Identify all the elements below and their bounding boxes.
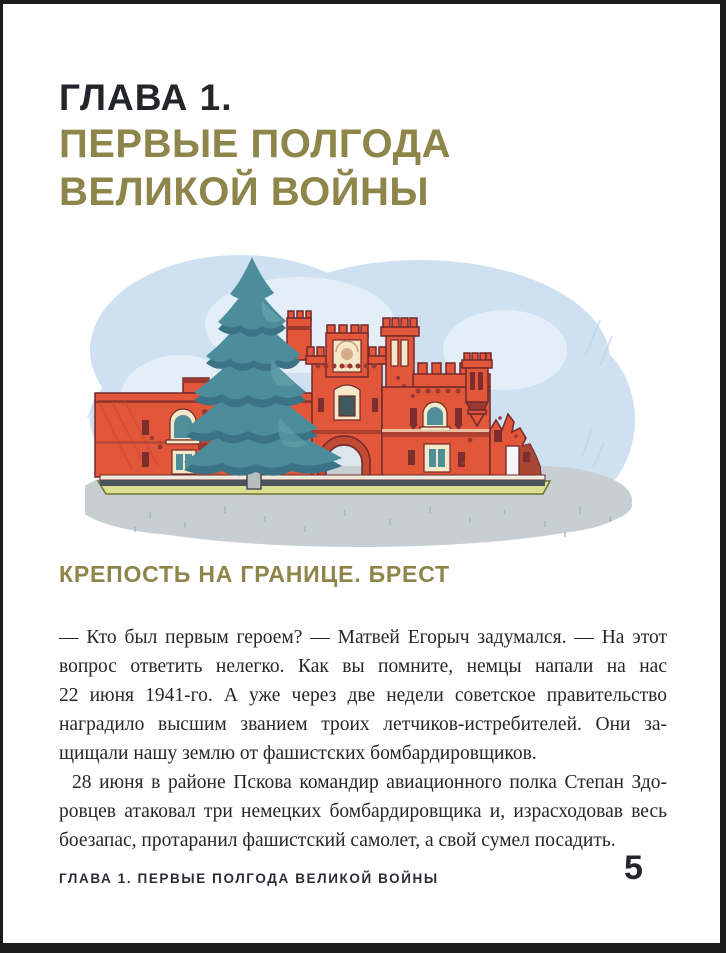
paragraph — [59, 768, 667, 855]
brest-fortress-illustration — [85, 250, 645, 550]
section-heading: КРЕПОСТЬ НА ГРАНИЦЕ. БРЕСТ — [59, 561, 450, 587]
paragraph — [59, 623, 667, 768]
chapter-title-line1: ПЕРВЫЕ ПОЛГОДА — [59, 122, 451, 166]
text-line: 28 июня в районе Пскова командир авиационного полка Степан Здо- — [72, 772, 667, 793]
text-line: боезапас, протаранил фашистский самолет, а свой сумел посадить. — [59, 830, 616, 851]
running-title: ГЛАВА 1. ПЕРВЫЕ ПОЛГОДА ВЕЛИКОЙ ВОЙНЫ — [59, 871, 439, 886]
chapter-heading — [59, 76, 451, 216]
text-line: наградило высшим званием троих летчиков-истребителей. Они за- — [59, 714, 667, 735]
text-line: щищали нашу землю от фашистских бомбардировщиков. — [59, 743, 537, 764]
chapter-title-line2: ВЕЛИКОЙ ВОЙНЫ — [59, 170, 430, 214]
body-text — [59, 623, 667, 855]
text-line: вопрос ответить нелегко. Как вы помните, немцы напали на нас — [59, 656, 667, 677]
text-line: ровцев атаковал три немецких бомбардировщика и, израсходовав весь — [59, 801, 667, 822]
chapter-kicker: ГЛАВА 1. — [59, 77, 233, 118]
text-line: 22 июня 1941-го. А уже через две недели советское правительство — [59, 685, 667, 706]
book-page — [3, 4, 720, 943]
plinth — [100, 475, 545, 486]
page-number: 5 — [624, 849, 643, 887]
text-line: — Кто был первым героем? — Матвей Егорыч задумался. — На этот — [59, 627, 667, 648]
